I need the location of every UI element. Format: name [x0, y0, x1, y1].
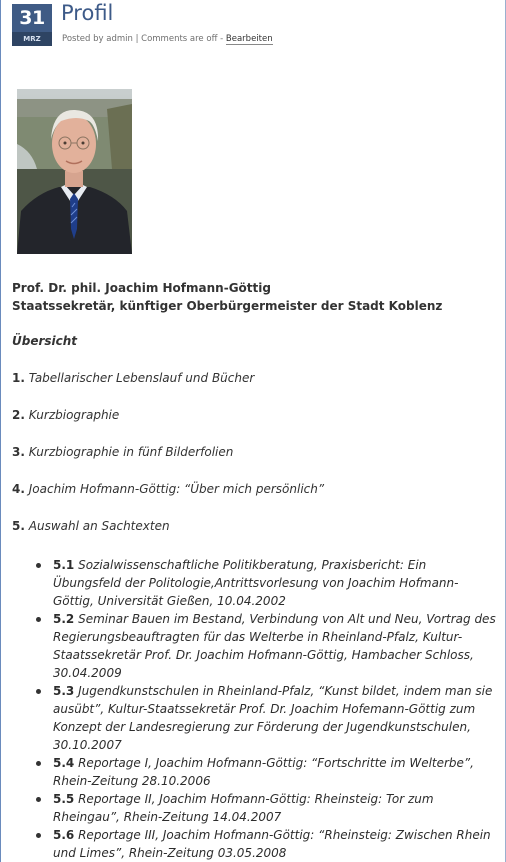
list-item[interactable]: 5.6 Reportage III, Joachim Hofmann-Göttig: “Rheinsteig: Zwischen Rhein und Limes”, Rhein-Zeitung 03.05.2008	[36, 826, 496, 862]
list-item[interactable]: 5.3 Jugendkunstschulen in Rheinland-Pfalz, “Kunst bildet, indem man sie ausübt”, Kultur-Staatssekretär Prof. Dr. Joachim Hofemann-Göttig zum Konzept der Landesregierung zur Förderung der Jugendkunstschulen, 30.10.2007	[36, 682, 496, 754]
list-item[interactable]: 5.5 Reportage II, Joachim Hofmann-Göttig: Rheinsteig: Tor zum Rheingau”, Rhein-Zeitung 14.04.2007	[36, 790, 496, 826]
post-title[interactable]: Profil	[61, 1, 114, 25]
list-item-1[interactable]: 1. Tabellarischer Lebenslauf und Bücher	[12, 371, 255, 385]
date-month: MRZ	[12, 32, 52, 46]
list-item[interactable]: 5.2 Seminar Bauen im Bestand, Verbindung von Alt und Neu, Vortrag des Regierungsbeauftragten für das Welterbe in Rheinland-Pfalz, Kultur-Staatssekretär Prof. Dr. Joachim Hofmann-Göttig, Hambacher Schloss, 30.04.2009	[36, 610, 496, 682]
overview-label: Übersicht	[12, 334, 78, 348]
sachtexte-list	[36, 556, 496, 862]
date-badge	[12, 4, 52, 46]
post-meta-text: Posted by admin | Comments are off -	[62, 34, 224, 44]
post-meta	[62, 34, 273, 44]
person-heading	[12, 279, 492, 315]
left-border	[0, 0, 1, 862]
list-item-4[interactable]: 4. Joachim Hofmann-Göttig: “Über mich persönlich”	[12, 482, 325, 496]
person-role: Staatssekretär, künftiger Oberbürgermeister der Stadt Koblenz	[12, 299, 443, 313]
list-item-3[interactable]: 3. Kurzbiographie in fünf Bilderfolien	[12, 445, 234, 459]
list-item[interactable]: 5.4 Reportage I, Joachim Hofmann-Göttig: “Fortschritte im Welterbe”, Rhein-Zeitung 28.10.2006	[36, 754, 496, 790]
list-item-5: 5. Auswahl an Sachtexten	[12, 519, 170, 533]
edit-link[interactable]: Bearbeiten	[225, 34, 273, 44]
person-name: Prof. Dr. phil. Joachim Hofmann-Göttig	[12, 281, 271, 295]
list-item[interactable]: 5.1 Sozialwissenschaftliche Politikberatung, Praxisbericht: Ein Übungsfeld der Politologie,Antrittsvorlesung von Joachim Hofmann-Göttig, Universität Gießen, 10.04.2002	[36, 556, 496, 610]
date-day: 31	[12, 4, 52, 32]
list-item-2[interactable]: 2. Kurzbiographie	[12, 408, 120, 422]
portrait-photo	[17, 89, 132, 254]
